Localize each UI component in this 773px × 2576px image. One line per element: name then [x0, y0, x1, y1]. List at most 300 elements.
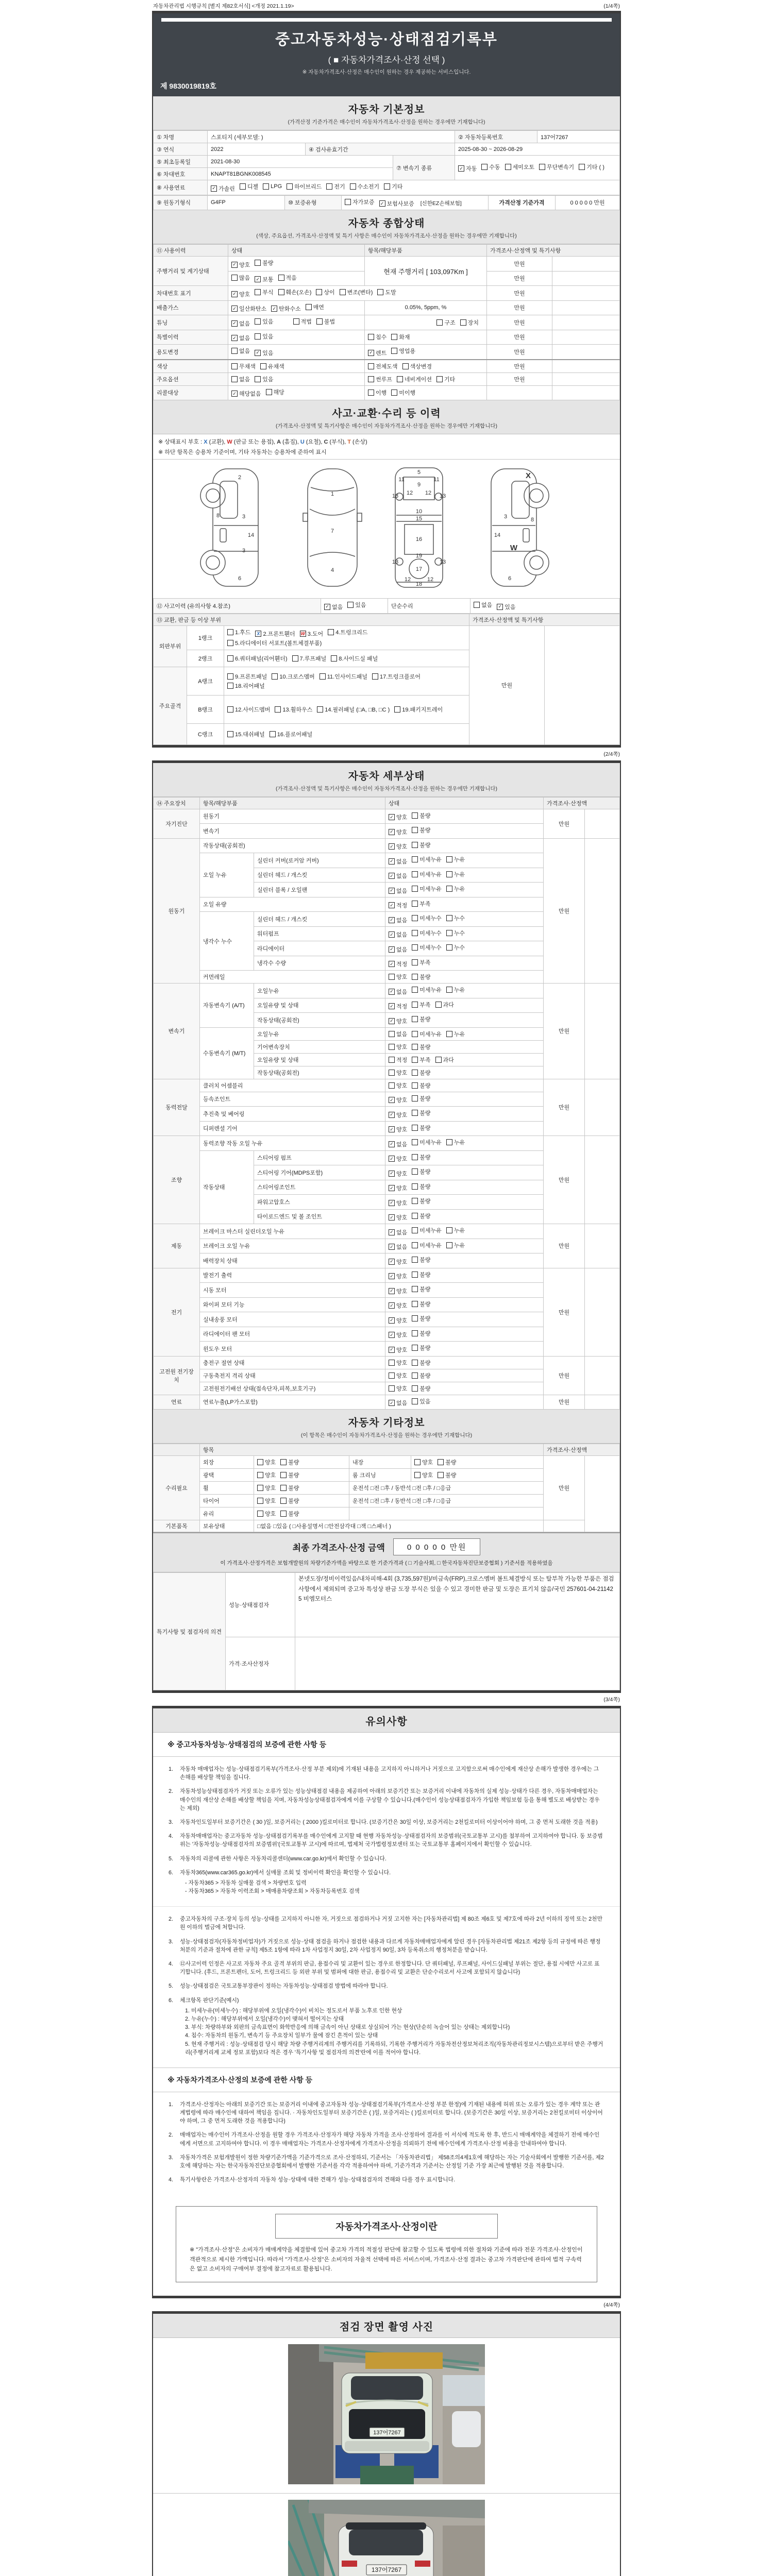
notice-band [153, 1708, 620, 1733]
notice-section-a-heading: ※ 중고자동차성능·상태점검의 보증에 관한 사항 등 [153, 1733, 620, 1757]
checkbox-option [394, 705, 443, 714]
document [152, 0, 621, 2576]
checkbox-icon [255, 333, 261, 340]
detail-state [385, 998, 544, 1013]
detail-item: 윈도우 모터 [200, 1342, 385, 1357]
detail-item: 오일유량 및 상태 [254, 998, 385, 1013]
detail-state [385, 1107, 544, 1122]
checkbox-label: 누유 [453, 857, 465, 863]
detail-price-cell: 만원 [544, 838, 585, 984]
diagram-part-number: 7 [330, 528, 334, 534]
usage-change-checks [228, 345, 365, 360]
checkbox-option [255, 332, 273, 341]
rank1-checks [224, 625, 469, 650]
base-price-value: 0 0 0 0 0 만원 [556, 195, 620, 210]
notice-number: 6. [169, 1869, 174, 1876]
notice-number: 4. [169, 1833, 174, 1840]
notice-item [169, 1832, 604, 1849]
checkbox-icon [227, 673, 233, 680]
checkbox-icon [438, 1472, 444, 1478]
table-row [154, 131, 620, 143]
checkbox-icon: ✓ [389, 917, 395, 923]
car-outline-right-side [491, 469, 549, 586]
note-cell [552, 385, 620, 400]
repair-needed-label: 수리필요 [154, 1456, 200, 1520]
tire-positions: 운전석 □전 □후 / 동반석 □전 □후 / □응급 [349, 1495, 544, 1507]
notice-text: ⑫사고이력 인정은 사고로 자동차 주요 골격 부위의 판금, 용접수리 및 교환이 있는 경우로 한정합니다. 단 쿼터패널, 루프패널, 사이드실패널 부위는 절단, 용접 시에만 사고로 표기합니다. (후드, 프론트펜더, 도어, 트렁크리드 등 외판 부위 및 범퍼에 대한 판금, 용접수리 및 교환은 단순수리로서 사고에 포함되지 않습니다) [180, 1961, 600, 1976]
checkbox-option [438, 1471, 456, 1479]
price-cell [487, 385, 552, 400]
detail-note-cell [585, 1136, 620, 1224]
checkbox-option [397, 375, 432, 383]
notice-text: 체크항목 판단기준(예시) 1. 미세누유(미세누수) : 해당부위에 오일(냉각수)이 비치는 정도로서 부품 노후로 인한 현상 2. 누유(누수) : 해당부위에서 오일(냉각수)이 맺혀서 떨어지는 상태 3. 부식: 차량하부와 외판의 금속표면이 화학반응에 의해 금속이 아닌 상태로 상실되어 가는 현상(단순히 녹슬어 있는 상태는 제외합니다) 4. 침수: 자동차의 원동기, 변속기 등 주요장치 일부가 물에 잠긴 흔적이 있는 상태 5. 현재 주행거리 : 성능·상태점검 당시 해당 차량 주행거리계의 주행거리를 기록하되, 기록한 주행거리가 자동차전산정보처리조직(자동차관리정보시스템)으로부터 받은 주행거리(주행거리계 교체 정보 포함)보다 적은 경우 '특기사항 및 점검자의 의견'란에 이를 적어야 합니다. [180, 1996, 604, 2057]
checkbox-label: 11.인사이드패널 [327, 673, 367, 680]
checkbox-option [389, 1096, 407, 1104]
diagram-part-number: 12 [404, 577, 411, 583]
notice-item [169, 2100, 604, 2126]
detail-item: 시동 모터 [200, 1283, 385, 1298]
detail-title: 자동차 세부상태 [348, 770, 425, 782]
checkbox-label: 14.필러패널 (□A, □B, □C ) [325, 706, 390, 713]
checkbox-label: 없음 [332, 604, 343, 611]
checkbox-icon [412, 871, 418, 877]
checkbox-option [412, 1069, 430, 1077]
diagram-part-number: 3 [503, 514, 508, 520]
checkbox-label: 13.휠하우스 [282, 706, 313, 713]
notice-title: 유의사항 [365, 1716, 408, 1727]
checkbox-label: 양호 [396, 844, 408, 850]
checkbox-option [227, 628, 250, 636]
emission-values: 0.05%, 5ppm, % [365, 300, 487, 315]
checkbox-label: 가솔린 [219, 185, 235, 192]
checkbox-label: 양호 [265, 1472, 276, 1479]
appraiser-label: 가격·조사산정자 [226, 1637, 295, 1690]
checkbox-icon [412, 1016, 418, 1022]
checkbox-icon [377, 289, 383, 295]
checkbox-icon [227, 640, 233, 646]
checkbox-label: 양호 [396, 1332, 408, 1338]
checkbox-option [412, 973, 430, 981]
checkbox-option [446, 885, 465, 893]
detail-item: 실린더 블록 / 오일팬 [254, 883, 385, 897]
checkbox-icon [436, 319, 443, 326]
checkbox-icon [255, 376, 261, 382]
table-row [154, 143, 620, 156]
checkbox-icon: ✓ [389, 1156, 395, 1162]
checkbox-option [539, 163, 574, 171]
checkbox-label: 없음 [396, 858, 408, 865]
detail-state [385, 941, 544, 956]
checkbox-icon: ✓ [271, 306, 277, 312]
emission-label: 배출가스 [154, 300, 228, 315]
checkbox-option [260, 362, 284, 370]
rankC-checks [224, 723, 469, 744]
checkbox-icon [275, 706, 281, 713]
rankA-checks [224, 667, 469, 695]
checkbox-label: 누수 [453, 945, 465, 951]
checkbox-label: 양호 [396, 1070, 408, 1076]
fuel-options [208, 180, 620, 195]
checkbox-option [257, 1497, 276, 1505]
final-price-band [153, 1532, 620, 1572]
checkbox-label: 불량 [288, 1485, 299, 1492]
etc-band [153, 1410, 620, 1444]
checkbox-icon [412, 1398, 418, 1404]
checkbox-label: 양호 [396, 1200, 408, 1207]
checkbox-icon [446, 1031, 452, 1037]
mileage-part: 현재 주행거리 [ 103,097Km ] [365, 257, 487, 286]
checkbox-label: 있음 [505, 604, 516, 611]
checkbox-label: 양호 [396, 1347, 408, 1353]
checkbox-option [389, 1331, 407, 1339]
checkbox-option [389, 1111, 407, 1119]
checkbox-option [275, 705, 312, 714]
col-state: 상태 [228, 245, 365, 257]
detail-note-cell [585, 1268, 620, 1356]
checkbox-option [389, 1069, 407, 1077]
checkbox-option [292, 654, 327, 663]
diagram-part-number: 14 [247, 532, 255, 538]
checkbox-label: 양호 [396, 1372, 408, 1379]
notice-subitem: 1. 미세누유(미세누수) : 해당부위에 오일(냉각수)이 비치는 정도로서 부품 노후로 인한 현상 [185, 2007, 402, 2014]
price-appraisal-definition-box [176, 2206, 597, 2282]
diagram-part-number: 2 [238, 474, 242, 481]
checkbox-icon [391, 334, 397, 340]
notice-items-b [153, 1906, 620, 2067]
price-cell: 만원 [487, 286, 552, 301]
device-group-label: 원동기 [154, 838, 200, 984]
checkbox-icon: ✓ [389, 1288, 395, 1294]
first-reg-label: ⑤ 최초등록일 [154, 156, 208, 168]
checkbox-option [412, 1094, 430, 1103]
checkbox-icon: ✓ [389, 1097, 395, 1103]
checkbox-label: 미세누유 [419, 1228, 442, 1234]
checkbox-option [293, 317, 312, 326]
detail-table-body [154, 809, 620, 1410]
checkbox-icon [412, 1272, 418, 1278]
detail-state [385, 1356, 544, 1369]
checkbox-option [412, 1285, 430, 1293]
basic-info-band [153, 96, 620, 130]
checkbox-label: 없음 [396, 1244, 408, 1250]
detail-item: 충전구 절연 상태 [200, 1356, 385, 1369]
checkbox-icon: ✓ [255, 276, 261, 282]
diagram-part-number: 12 [425, 490, 432, 496]
car-front [342, 2373, 432, 2453]
diagram-part-number: 3 [242, 548, 246, 554]
checkbox-label: 양호 [265, 1485, 276, 1492]
checkbox-option [402, 362, 432, 370]
notice-text: 자동차매매업자는 중고자동차 성능·상태점검기록부를 매수인에게 고지할 때 현행 자동차성능·상태점검자의 보증범위(국토교통부 고시)를 첨부하여 고지하여야 합니다. 동 보증범위는 '자동차성능·상태점검자의 보증범위'(국토교통부 고시)에 따르며, 법제처 국가법령정보센터 또는 국토교통부 홈페이지에서 확인할 수 있습니다. [180, 1833, 603, 1848]
checkbox-icon [412, 1031, 418, 1037]
note-cell [552, 345, 620, 360]
checkbox-icon [227, 731, 233, 737]
checkbox-label: 19.패키지트레이 [402, 706, 443, 713]
checkbox-icon [391, 348, 397, 354]
vin-value: KNAPT81BGNK008545 [208, 168, 393, 180]
checkbox-option [389, 1170, 407, 1178]
checkbox-option [255, 375, 273, 383]
tire-label: 타이어 [200, 1495, 254, 1507]
checkbox-label: 불량 [445, 1460, 457, 1466]
checkbox-option [389, 973, 407, 981]
checkbox-option [389, 872, 407, 880]
detail-state [385, 1369, 544, 1382]
checkbox-icon [412, 856, 418, 862]
checkbox-label: 불량 [419, 1213, 431, 1219]
checkbox-label: 부족 [419, 1057, 431, 1063]
checkbox-label: 없음 [239, 320, 250, 327]
notice-item [169, 1855, 604, 1863]
checkbox-option [255, 288, 273, 296]
checkbox-option [377, 288, 396, 296]
checkbox-label: 무단변속기 [547, 164, 575, 171]
checkbox-option [412, 1212, 430, 1220]
checkbox-option [412, 1043, 430, 1051]
checkbox-option [306, 303, 324, 311]
accident-band [153, 400, 620, 434]
checkbox-icon: ✓ [389, 1273, 395, 1279]
checkbox-icon [368, 334, 374, 340]
diagram-part-numbers [216, 469, 534, 587]
outer-panel-label: 외판부위 [154, 625, 187, 667]
detail-item: 작동상태(공회전) [254, 1013, 385, 1028]
notice-number: 5. [169, 1855, 174, 1862]
checkbox-icon [412, 1139, 418, 1145]
notice-number: 3. [169, 1819, 174, 1825]
checkbox-label: 적법 [300, 319, 312, 325]
notice-item [169, 2154, 604, 2170]
checkbox-option [389, 916, 407, 924]
notice-text: 자동차가격은 보험개발원이 정한 차량기준가액을 기준가격으로 조사·산정하되, 기준서는 「자동차관리법」 제58조의4제1호에 해당하는 자는 기술사회에서 발행한 기준서를, 제2호에 해당하는 자는 한국자동차진단보증협회에서 발행한 기준서를 각각 적용하여야 하며, 기준가격과 기준서는 산정일 기준 가장 최근에 발행된 것을 적용합니다. [180, 2154, 604, 2169]
checkbox-label: 7.루프패널 [299, 655, 327, 662]
summary-note: (색상, 주요옵션, 가격조사·산정액 및 특기 사항은 매수인이 자동차가격조사·산정을 원하는 경우에만 기재합니다) [256, 233, 517, 239]
detail-note-cell [585, 984, 620, 1079]
checkbox-icon [412, 1345, 418, 1351]
checkbox-icon [412, 959, 418, 965]
car-damage-diagram [153, 460, 620, 598]
checkbox-option [446, 929, 465, 937]
diagram-part-number: 1 [330, 491, 334, 497]
checkbox-label: 양호 [396, 1127, 408, 1133]
checkbox-option [446, 986, 465, 994]
checkbox-icon [412, 930, 418, 936]
checkbox-option [278, 274, 297, 282]
note-cell [552, 286, 620, 301]
checkbox-icon [579, 164, 585, 170]
checkbox-label: 없음 [396, 1031, 408, 1038]
checkbox-icon: ✓ [389, 902, 395, 908]
detail-item: 와이퍼 모터 기능 [200, 1297, 385, 1312]
checkbox-icon: ✓ [389, 946, 395, 953]
checkbox-option [391, 347, 415, 355]
checkbox-icon [446, 856, 452, 862]
checkbox-icon [412, 842, 418, 848]
detail-item: 실린더 헤드 / 개스킷 [254, 912, 385, 927]
state-code-legend [153, 434, 620, 460]
etc-note-cell [585, 1456, 620, 1532]
basic-kit-sub-label: 보유상태 [200, 1520, 254, 1532]
table-row [154, 372, 620, 385]
checkbox-icon: ✓ [389, 1200, 395, 1206]
legend-part: C [324, 439, 328, 445]
checkbox-icon [368, 376, 374, 382]
checkbox-icon [539, 164, 545, 170]
checkbox-icon [389, 1031, 395, 1037]
checkbox-icon [446, 930, 452, 936]
detail-item: 클러치 어셈블리 [200, 1079, 385, 1092]
detail-subgroup: 작동상태 [200, 1150, 254, 1224]
checkbox-icon [446, 944, 452, 951]
checkbox-icon [412, 974, 418, 980]
checkbox-label: 없음 [239, 335, 250, 342]
checkbox-label: 기타 ( ) [586, 164, 604, 171]
rank2-label: 2랭크 [187, 650, 224, 667]
checkbox-icon [280, 1472, 287, 1478]
engine-type-value: G4FP [208, 195, 285, 210]
checkbox-label: 불량 [419, 812, 431, 819]
table-row [154, 360, 620, 373]
checkbox-icon [391, 389, 397, 396]
checkbox-icon: ✓ [231, 262, 238, 268]
checkbox-icon: ✓ [389, 1259, 395, 1265]
notice-item [169, 1765, 604, 1782]
checkbox-icon [412, 812, 418, 819]
notice-text: 성능·상태점검은 국토교통부장관이 정하는 자동차성능·상태점검 방법에 따라야 합니다. [180, 1983, 388, 1990]
checkbox-option [316, 317, 335, 326]
col-use-history: ⑪ 사용이력 [154, 245, 228, 257]
diagram-damage-mark: X [525, 471, 531, 480]
basic-info-note: (가격산정 기준가격은 매수인이 자동차가격조사·산정을 원하는 경우에만 기재합니다) [288, 119, 485, 125]
simple-repair-checks [470, 599, 620, 614]
checkbox-option [389, 1056, 407, 1064]
checkbox-icon [240, 183, 246, 190]
device-group-label: 자기진단 [154, 809, 200, 838]
checkbox-icon [347, 602, 354, 608]
detail-item: 실린더 커버(로커암 커버) [254, 853, 385, 868]
vin-label: ⑥ 차대번호 [154, 168, 208, 180]
checkbox-icon [389, 1372, 395, 1379]
checkbox-icon [412, 1330, 418, 1336]
checkbox-icon [231, 275, 238, 281]
inspection-photo-rear [153, 2494, 620, 2576]
detail-item: 동력조향 작동 오일 누유 [200, 1136, 385, 1151]
checkbox-icon: ✓ [389, 843, 395, 850]
wheel-positions: 운전석 □전 □후 / 동반석 □전 □후 / □응급 [349, 1482, 544, 1495]
detail-item: 브레이크 오일 누유 [200, 1239, 385, 1253]
checkbox-label: 기타 [392, 184, 403, 190]
vin-mark-label: 차대번호 표기 [154, 286, 228, 301]
detail-state [385, 1136, 544, 1151]
checkbox-option [255, 259, 273, 267]
rankA-label: A랭크 [187, 667, 224, 695]
checkbox-option [389, 1316, 407, 1325]
checkbox-icon [412, 1082, 418, 1089]
checkbox-label: 해당없음 [239, 391, 261, 397]
detail-item: 원동기 [200, 809, 385, 824]
reg-no-label: ② 자동차등록번호 [455, 131, 537, 143]
checkbox-option [368, 362, 398, 370]
checkbox-label: 16.플로어패널 [277, 731, 313, 738]
checkbox-option [412, 929, 442, 937]
checkbox-icon: ✓ [389, 858, 395, 865]
checkbox-icon: ✓ [211, 185, 217, 192]
detail-item: 배력장치 상태 [200, 1253, 385, 1268]
checkbox-label: 양호 [396, 1044, 408, 1050]
checkbox-icon [320, 673, 326, 680]
checkbox-label: 불량 [419, 1301, 431, 1308]
legend-part: (요철), [304, 439, 324, 445]
detail-state [385, 868, 544, 883]
checkbox-label: 미세누수 [419, 916, 442, 922]
checkbox-option [326, 182, 345, 191]
checkbox-option [389, 1081, 407, 1090]
checkbox-icon [389, 1082, 395, 1089]
checkbox-icon: ✓ [389, 1141, 395, 1147]
notice-items-c [153, 2092, 620, 2195]
device-group-label: 동력전달 [154, 1079, 200, 1136]
option-kind [365, 372, 487, 385]
checkbox-icon [412, 1002, 418, 1008]
checkbox-label: 18.리어패널 [235, 683, 265, 689]
car-name-label: ① 차명 [154, 131, 208, 143]
diagram-part-number: 6 [238, 575, 242, 582]
exchange-price-header: 가격조사·산정액 및 특기사항 [469, 614, 620, 625]
accident-history-table [153, 598, 620, 614]
inspection-photo-front [153, 2338, 620, 2494]
checkbox-option [340, 288, 373, 296]
checkbox-option [280, 1497, 299, 1505]
checkbox-label: 불량 [419, 842, 431, 849]
inspector-remarks: 본넷도장/정비이력있음/내차피해-4회 (3,735,597원)/비금속(FRP),크로스멤버 볼트체결방식 또는 탈부착 가능한 부품은 점검사항에서 제외되며 중고차 특성상 판금 도장 부식은 있을 수 있고 경미한 판금 및 도장은 표기치 않음/국민 257601-04-211425 비엠모터스 [295, 1573, 620, 1637]
detail-item: 오일누유 [254, 984, 385, 998]
detail-price-cell: 만원 [544, 1356, 585, 1395]
checkbox-label: 불량 [419, 1044, 431, 1050]
checkbox-icon: ✓ [255, 350, 261, 356]
car-name-value: 스포티지 (세부모델: ) [208, 131, 455, 143]
checkbox-icon [270, 731, 276, 737]
etc-col-item: 항목 [200, 1444, 544, 1456]
checkbox-icon [257, 1511, 263, 1517]
detail-state [385, 1268, 544, 1283]
checkbox-label: 전체도색 [376, 363, 398, 370]
checkbox-label: 15.대쉬패널 [235, 731, 265, 738]
checkbox-label: 썬루프 [376, 376, 392, 383]
checkbox-option [446, 870, 465, 878]
checkbox-icon: ✓ [231, 391, 238, 397]
detail-item: 오일 유량 [200, 897, 385, 912]
table-row [154, 330, 620, 345]
interior-label: 내장 [349, 1456, 411, 1469]
notice-text: 자동차365(www.car365.go.kr)에서 실매물 조회 및 정비이력 확인을 확인할 수 있습니다. - 자동차365 > 자동차 실매물 검색 > 차량번호 입력 - 자동차365 > 자동차 이력조회 > 매매용차량조회 > 자동차등록번호 검색 [180, 1869, 604, 1896]
glass-label: 유리 [200, 1507, 254, 1520]
basic-kit-label: 기본품목 [154, 1520, 200, 1532]
exchange-table [153, 614, 620, 745]
notice-text: 매매업자는 매수인이 가격조사·산정을 원할 경우 가격조사·산정자가 해당 자동차 가격을 조사·산정하여 결과를 이 서식에 적도록 한 후, 반드시 매매계약을 체결하기 전에 매수인에게 서면으로 고지하여야 합니다. 이 경우 매매업자는 가격조사·산정자에게 가격조사·산정을 의뢰하기 전에 매수인에게 가격조사·산정 비용을 안내하여야 합니다. [180, 2132, 600, 2147]
detail-price-cell: 만원 [544, 809, 585, 838]
reg-no-value: 137어7267 [537, 131, 620, 143]
vin-mark-checks [228, 286, 487, 301]
checkbox-option [389, 1017, 407, 1025]
checkbox-option [412, 1167, 430, 1176]
checkbox-icon [446, 987, 452, 993]
diagram-part-number: 8 [530, 517, 534, 523]
car-diagram-svg [153, 464, 619, 591]
checkbox-icon [412, 1198, 418, 1204]
table-row [154, 599, 620, 614]
checkbox-label: 과다 [443, 1002, 454, 1008]
checkbox-label: 2.프론트휀더 [263, 631, 295, 638]
